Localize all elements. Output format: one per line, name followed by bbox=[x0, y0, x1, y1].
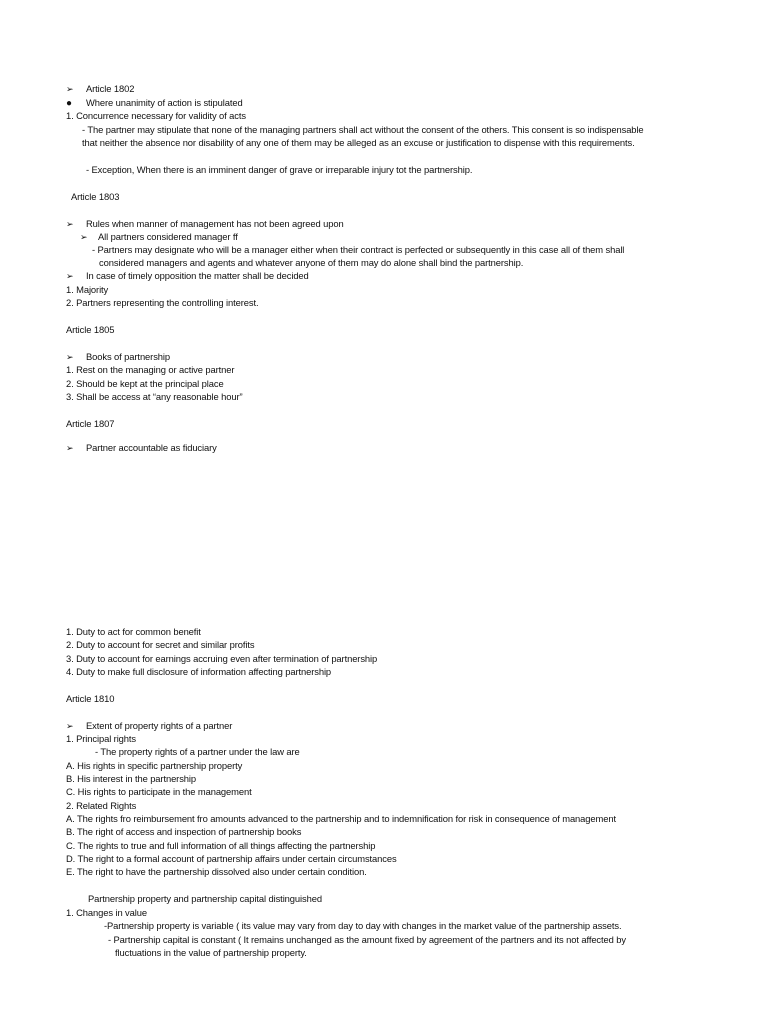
bullet-item: ● Where unanimity of action is stipulated bbox=[66, 97, 243, 109]
list-item: 2. Duty to account for secret and similar profits bbox=[66, 639, 255, 650]
section-heading: Partnership property and partnership capital distinguished bbox=[88, 893, 322, 904]
list-item: 1. Changes in value bbox=[66, 907, 147, 918]
paragraph-line: - The partner may stipulate that none of the managing partners shall act without the consent of the others. This consent is so indispensable bbox=[82, 124, 644, 135]
arrow-bullet-icon: ➢ bbox=[66, 271, 74, 281]
list-item: B. His interest in the partnership bbox=[66, 773, 196, 784]
list-item: 2. Related Rights bbox=[66, 800, 137, 811]
list-item: 2. Should be kept at the principal place bbox=[66, 378, 224, 389]
paragraph-line: - The property rights of a partner under the law are bbox=[95, 746, 300, 757]
arrow-item: ➢ Extent of property rights of a partner bbox=[66, 720, 233, 731]
list-item: C. The rights to true and full information of all things affecting the partnership bbox=[66, 840, 376, 851]
heading-article-1810: Article 1810 bbox=[66, 693, 115, 704]
paragraph-line: - Partners may designate who will be a manager either when their contract is perfected or subsequently in this case all of them shall bbox=[92, 244, 625, 255]
arrow-bullet-icon: ➢ bbox=[66, 352, 74, 362]
list-item: A. His rights in specific partnership property bbox=[66, 760, 243, 771]
list-item: 4. Duty to make full disclosure of information affecting partnership bbox=[66, 666, 332, 677]
paragraph-line: that neither the absence nor disability of any one of them may be alleged as an excuse or justification to dispense with this requirements. bbox=[82, 137, 635, 148]
arrow-item: ➢ Rules when manner of management has not been agreed upon bbox=[66, 218, 344, 229]
list-item: 3. Shall be access at “any reasonable hour” bbox=[66, 391, 243, 402]
heading-article-1803: Article 1803 bbox=[71, 191, 120, 202]
arrow-item: ➢ All partners considered manager ff bbox=[80, 231, 238, 242]
arrow-item: ➢ Partner accountable as fiduciary bbox=[66, 442, 217, 453]
arrow-bullet-icon: ➢ bbox=[66, 443, 74, 453]
list-item: 1. Majority bbox=[66, 284, 109, 295]
arrow-bullet-icon: ➢ bbox=[80, 232, 88, 242]
round-bullet-icon: ● bbox=[66, 98, 72, 109]
arrow-item: ➢ Books of partnership bbox=[66, 351, 170, 362]
heading-article-1805: Article 1805 bbox=[66, 324, 115, 335]
heading-article-1807: Article 1807 bbox=[66, 418, 115, 429]
paragraph-line: -Partnership property is variable ( its value may vary from day to day with changes in the market value of the partnership assets. bbox=[104, 920, 622, 931]
list-item: C. His rights to participate in the management bbox=[66, 786, 252, 797]
list-item: D. The right to a formal account of partnership affairs under certain circumstances bbox=[66, 853, 397, 864]
list-item: 1. Rest on the managing or active partner bbox=[66, 364, 235, 375]
paragraph-line: fluctuations in the value of partnership property. bbox=[115, 947, 307, 958]
paragraph-line: considered managers and agents and whatever anyone of them may do alone shall bind the partnership. bbox=[99, 257, 524, 268]
list-item: A. The rights fro reimbursement fro amounts advanced to the partnership and to indemnification for risk in consequence of management bbox=[66, 813, 616, 824]
arrow-bullet-icon: ➢ bbox=[66, 219, 74, 229]
list-item: 1. Concurrence necessary for validity of acts bbox=[66, 110, 246, 121]
paragraph-line: - Exception, When there is an imminent danger of grave or irreparable injury tot the partnership. bbox=[86, 164, 473, 175]
paragraph-line: - Partnership capital is constant ( It remains unchanged as the amount fixed by agreement of the partners and its not affected by bbox=[108, 934, 626, 945]
list-item: E. The right to have the partnership dissolved also under certain condition. bbox=[66, 866, 367, 877]
list-item: 1. Principal rights bbox=[66, 733, 137, 744]
list-item: B. The right of access and inspection of partnership books bbox=[66, 826, 302, 837]
heading-article-1802: ➢ Article 1802 bbox=[66, 83, 135, 94]
arrow-item: ➢ In case of timely opposition the matter shall be decided bbox=[66, 270, 309, 281]
arrow-bullet-icon: ➢ bbox=[66, 84, 74, 94]
arrow-bullet-icon: ➢ bbox=[66, 721, 74, 731]
list-item: 3. Duty to account for earnings accruing even after termination of partnership bbox=[66, 653, 378, 664]
list-item: 1. Duty to act for common benefit bbox=[66, 626, 201, 637]
list-item: 2. Partners representing the controlling interest. bbox=[66, 297, 259, 308]
